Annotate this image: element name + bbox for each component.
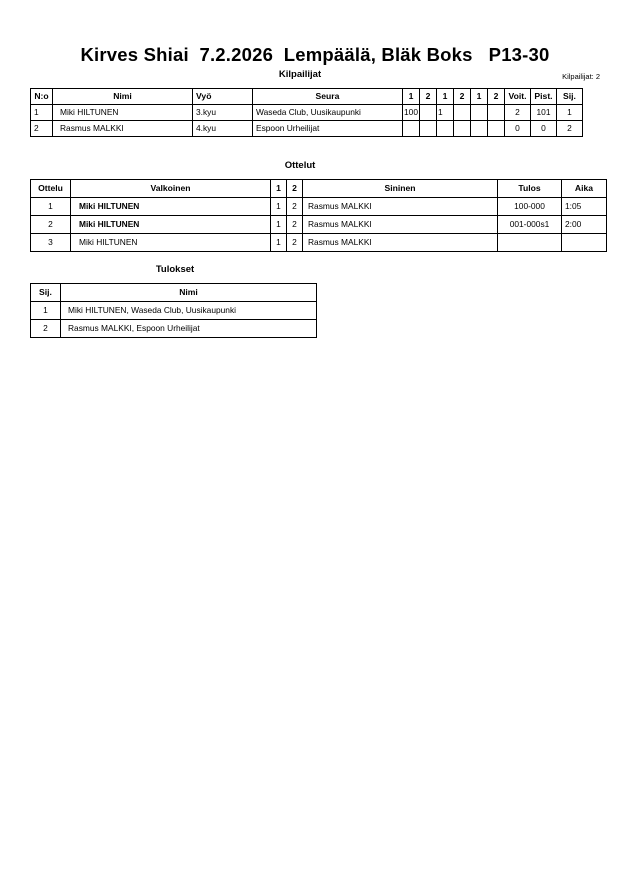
cell-blue: Rasmus MALKKI xyxy=(303,234,498,252)
cell-point-1: 1 xyxy=(271,216,287,234)
cell-white: Miki HILTUNEN xyxy=(71,216,271,234)
matches-section-heading: Ottelut xyxy=(284,160,316,171)
table-row xyxy=(31,121,583,137)
cell-time: 2:00 xyxy=(562,216,607,234)
cell-rank: 2 xyxy=(557,121,583,137)
cell-match-2 xyxy=(420,105,437,121)
competitors-section-heading: Kilpailijat xyxy=(278,69,322,80)
cell-match-4 xyxy=(454,121,471,137)
column-header-match-3: 1 xyxy=(437,89,454,105)
results-table xyxy=(30,283,317,338)
cell-name: Miki HILTUNEN, Waseda Club, Uusikaupunki xyxy=(61,302,317,320)
cell-rank: 1 xyxy=(557,105,583,121)
cell-match-6 xyxy=(488,105,505,121)
column-header-match-2: 2 xyxy=(420,89,437,105)
table-header-row xyxy=(31,284,317,302)
column-header-match-5: 1 xyxy=(471,89,488,105)
cell-result xyxy=(498,234,562,252)
column-header-match-6: 2 xyxy=(488,89,505,105)
column-header-wins: Voit. xyxy=(505,89,531,105)
cell-match-6 xyxy=(488,121,505,137)
cell-time: 1:05 xyxy=(562,198,607,216)
cell-wins: 0 xyxy=(505,121,531,137)
column-header-rank: Sij. xyxy=(31,284,61,302)
cell-name: Rasmus MALKKI xyxy=(53,121,193,137)
table-row xyxy=(31,302,317,320)
table-row xyxy=(31,234,607,252)
table-row xyxy=(31,216,607,234)
cell-name: Miki HILTUNEN xyxy=(53,105,193,121)
column-header-points: Pist. xyxy=(531,89,557,105)
cell-point-2: 2 xyxy=(287,198,303,216)
cell-point-2: 2 xyxy=(287,234,303,252)
cell-point-2: 2 xyxy=(287,216,303,234)
cell-match: 2 xyxy=(31,216,71,234)
column-header-match-4: 2 xyxy=(454,89,471,105)
cell-club: Waseda Club, Uusikaupunki xyxy=(253,105,403,121)
cell-no: 1 xyxy=(31,105,53,121)
page-title: Kirves Shiai 7.2.2026 Lempäälä, Bläk Boks P13-30 xyxy=(80,44,550,65)
cell-blue: Rasmus MALKKI xyxy=(303,216,498,234)
cell-match-2 xyxy=(420,121,437,137)
column-header-belt: Vyö xyxy=(193,89,253,105)
cell-match-1: 100 xyxy=(403,105,420,121)
column-header-blue: Sininen xyxy=(303,180,498,198)
cell-white: Miki HILTUNEN xyxy=(71,234,271,252)
column-header-rank: Sij. xyxy=(557,89,583,105)
results-section-heading: Tulokset xyxy=(155,264,195,275)
table-row xyxy=(31,198,607,216)
column-header-name: Nimi xyxy=(61,284,317,302)
cell-name: Rasmus MALKKI, Espoon Urheilijat xyxy=(61,320,317,338)
cell-time xyxy=(562,234,607,252)
cell-blue: Rasmus MALKKI xyxy=(303,198,498,216)
cell-rank: 1 xyxy=(31,302,61,320)
cell-belt: 4.kyu xyxy=(193,121,253,137)
cell-match: 1 xyxy=(31,198,71,216)
competitors-table xyxy=(30,88,583,137)
cell-match-5 xyxy=(471,121,488,137)
cell-wins: 2 xyxy=(505,105,531,121)
table-row xyxy=(31,320,317,338)
cell-match-1 xyxy=(403,121,420,137)
cell-points: 101 xyxy=(531,105,557,121)
cell-match-4 xyxy=(454,105,471,121)
column-header-time: Aika xyxy=(562,180,607,198)
table-header-row xyxy=(31,89,583,105)
matches-table xyxy=(30,179,607,252)
cell-no: 2 xyxy=(31,121,53,137)
cell-belt: 3.kyu xyxy=(193,105,253,121)
column-header-club: Seura xyxy=(253,89,403,105)
table-row xyxy=(31,105,583,121)
cell-point-1: 1 xyxy=(271,234,287,252)
column-header-point-1: 1 xyxy=(271,180,287,198)
cell-result: 100-000 xyxy=(498,198,562,216)
cell-points: 0 xyxy=(531,121,557,137)
column-header-name: Nimi xyxy=(53,89,193,105)
cell-match-5 xyxy=(471,105,488,121)
cell-result: 001-000s1 xyxy=(498,216,562,234)
column-header-no: N:o xyxy=(31,89,53,105)
cell-point-1: 1 xyxy=(271,198,287,216)
cell-match: 3 xyxy=(31,234,71,252)
competitors-count-label: Kilpailijat: 2 xyxy=(562,72,600,81)
column-header-point-2: 2 xyxy=(287,180,303,198)
column-header-match-1: 1 xyxy=(403,89,420,105)
column-header-match: Ottelu xyxy=(31,180,71,198)
column-header-result: Tulos xyxy=(498,180,562,198)
cell-white: Miki HILTUNEN xyxy=(71,198,271,216)
column-header-white: Valkoinen xyxy=(71,180,271,198)
table-header-row xyxy=(31,180,607,198)
cell-match-3 xyxy=(437,121,454,137)
cell-rank: 2 xyxy=(31,320,61,338)
cell-match-3: 1 xyxy=(437,105,454,121)
cell-club: Espoon Urheilijat xyxy=(253,121,403,137)
